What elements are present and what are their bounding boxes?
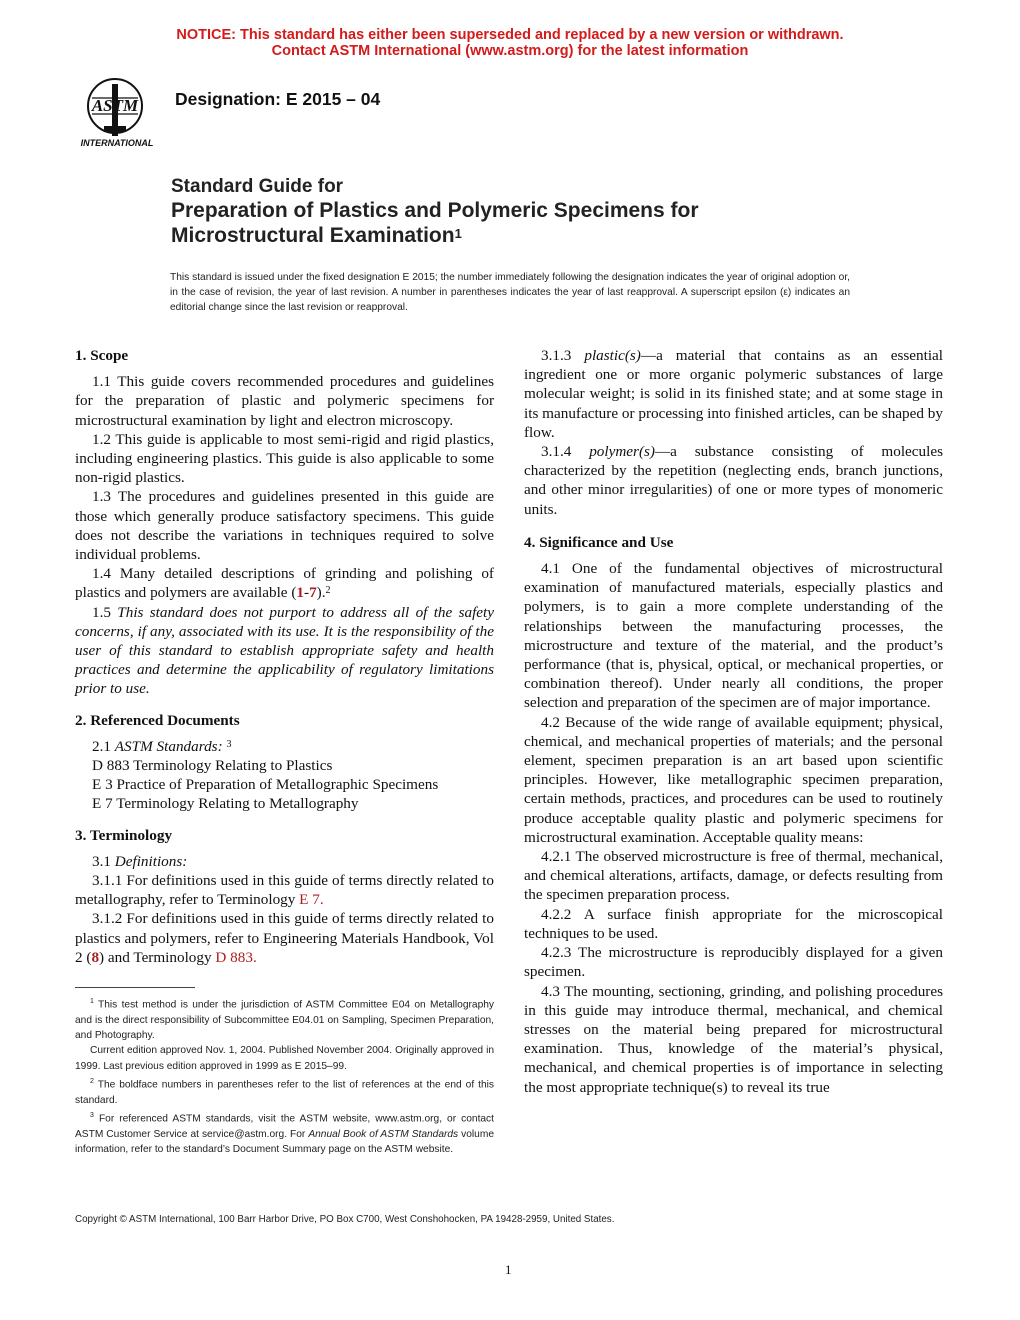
ref-item-e7: E 7 Terminology Relating to Metallography: [92, 795, 359, 813]
astm-logo: [72, 76, 162, 150]
ref-item-d883: D 883 Terminology Relating to Plastics: [92, 757, 333, 775]
copyright: Copyright © ASTM International, 100 Barr Harbor Drive, PO Box C700, West Conshohocken, PA 19428-2959, United States.: [75, 1214, 615, 1225]
title-footnote-mark: 1: [454, 226, 462, 241]
para-3-1: 3.1 Definitions:: [92, 852, 188, 870]
title-line-1: Standard Guide for: [171, 176, 344, 197]
title-line-2: Preparation of Plastics and Polymeric Specimens for: [171, 199, 699, 222]
footnotes: [75, 994, 494, 1157]
para-2-1: 2.1 ASTM Standards: $^3$: [92, 737, 232, 755]
para-1-4: 1.4 Many detailed descriptions of grinding and polishing of plastics and polymers are available (1-7).$^2$: [75, 565, 494, 602]
footnote-1b: Current edition approved Nov. 1, 2004. Published November 2004. Originally approved in 1999. Last previous edition approved in 1999 as E 2015–99.: [75, 1045, 494, 1072]
notice-line-1: NOTICE: This standard has either been superseded and replaced by a new version or withdrawn.: [176, 27, 844, 43]
issued-note: This standard is issued under the fixed designation E 2015; the number immediately following the designation indicates the year of original adoption or, in the case of revision, the year of last revision. A number in parentheses indicates the year of last reapproval. A superscript epsilon (ε) indicates an editorial change since the last revision or reapproval.: [170, 272, 850, 314]
ref-link-7[interactable]: 7: [309, 584, 317, 602]
link-e7[interactable]: E 7: [299, 891, 320, 909]
page-number: 1: [505, 1262, 512, 1277]
section-1-heading: 1. Scope: [75, 347, 129, 364]
link-d883[interactable]: D 883: [215, 948, 253, 966]
left-column: [75, 346, 494, 967]
logo-international: INTERNATIONAL: [80, 138, 154, 148]
section-4-heading: 4. Significance and Use: [524, 533, 674, 551]
para-3-1-1: 3.1.1 For definitions used in this guide of terms directly related to metallography, refer to Terminology E 7.: [75, 872, 494, 909]
footnote-rule: [75, 987, 195, 988]
designation: Designation: E 2015 – 04: [175, 89, 381, 109]
footnote-2: $^2$ The boldface numbers in parentheses refer to the list of references at the end of this standard.: [75, 1077, 494, 1106]
footnote-3: $^3$ For referenced ASTM standards, visit the ASTM website, www.astm.org, or contact ASTM Customer Service at service@astm.org. For Annual Book of ASTM Standards volume information, refer to the standard’s Document Summary page on the ASTM website.: [75, 1111, 495, 1155]
title-line-3: Microstructural Examination: [171, 224, 455, 247]
para-3-1-3: 3.1.3 plastic(s)—a material that contains as an essential ingredient one or more organic polymeric substances of large molecular weight; is solid in its finished state; and at some stage in its manufacture or processing into finished articles, can be shaped by flow.: [524, 347, 943, 441]
para-4-2: 4.2 Because of the wide range of available equipment; physical, chemical, and mechanical properties of materials; and the personal element, specimen preparation is an art based upon scientific principles. However, like metallographic specimen preparation, certain methods, practices, and procedures can be used to routinely produce acceptable quality plastic and polymeric specimens for microstructural examination. Acceptable quality means:: [524, 713, 943, 846]
para-4-3: 4.3 The mounting, sectioning, grinding, and polishing procedures in this guide may introduce thermal, mechanical, and chemical stresses on the material being prepared for microstructural examination. Thus, knowledge of the material’s physical, mechanical, and chemical properties is of importance in selecting the most appropriate technique(s) to reveal its true: [524, 982, 943, 1096]
para-1-1: 1.1 This guide covers recommended procedures and guidelines for the preparation of plastic and polymeric specimens for microstructural examination by light and electron microscopy.: [75, 373, 494, 429]
ref-link-1[interactable]: 1: [296, 584, 304, 602]
notice-line-2: Contact ASTM International (www.astm.org) for the latest information: [271, 43, 749, 59]
para-3-1-4: 3.1.4 polymer(s)—a substance consisting of molecules characterized by the repetition (neglecting ends, branch junctions, and other minor irregularities) of one or more types of monomeric units.: [524, 443, 944, 518]
para-4-1: 4.1 One of the fundamental objectives of microstructural examination of manufactured materials, especially plastics and polymers, is to gain a more complete understanding of the relationships between the manufacturing processes, the microstructure and texture of the material, and the product’s performance (that is, physical, optical, or mechanical properties, or combination thereof). Under nearly all conditions, the proper selection and preparation of the specimen are of major importance.: [524, 560, 943, 712]
para-1-2: 1.2 This guide is applicable to most semi-rigid and rigid plastics, including engineering plastics. This guide is also applicable to some non-rigid plastics.: [75, 430, 494, 487]
ref-item-e3: E 3 Practice of Preparation of Metallographic Specimens: [92, 776, 439, 794]
para-4-2-3: 4.2.3 The microstructure is reproducibly displayed for a given specimen.: [524, 944, 943, 981]
document-title: [171, 175, 699, 248]
ref-link-8[interactable]: 8: [91, 948, 100, 966]
para-1-5: 1.5 This standard does not purport to address all of the safety concerns, if any, associated with its use. It is the responsibility of the user of this standard to establish appropriate safety and health practices and determine the applicability of regulatory limitations prior to use.: [75, 603, 494, 698]
footnote-1: $^1$ This test method is under the jurisdiction of ASTM Committee E04 on Metallography and is the direct responsibility of Subcommittee E04.01 on Sampling, Specimen Preparation, and Photography.: [75, 998, 494, 1041]
logo-letters: ASTM: [91, 96, 139, 115]
section-3-heading: 3. Terminology: [75, 826, 173, 844]
para-4-2-1: 4.2.1 The observed microstructure is free of thermal, mechanical, and chemical alterations, artifacts, damage, or defects resulting from the specimen preparation process.: [524, 848, 943, 904]
section-2-heading: 2. Referenced Documents: [75, 711, 240, 729]
para-3-1-2: 3.1.2 For definitions used in this guide of terms directly related to plastics and polymers, refer to Engineering Materials Handbook, Vol 2 (8) and Terminology D 883.: [75, 910, 494, 966]
para-1-3: 1.3 The procedures and guidelines presented in this guide are those which generally produce satisfactory specimens. This guide does not describe the variations in techniques required to solve individual problems.: [75, 488, 494, 564]
para-4-2-2: 4.2.2 A surface finish appropriate for the microscopical techniques to be used.: [524, 905, 943, 942]
right-column: [524, 346, 943, 1097]
